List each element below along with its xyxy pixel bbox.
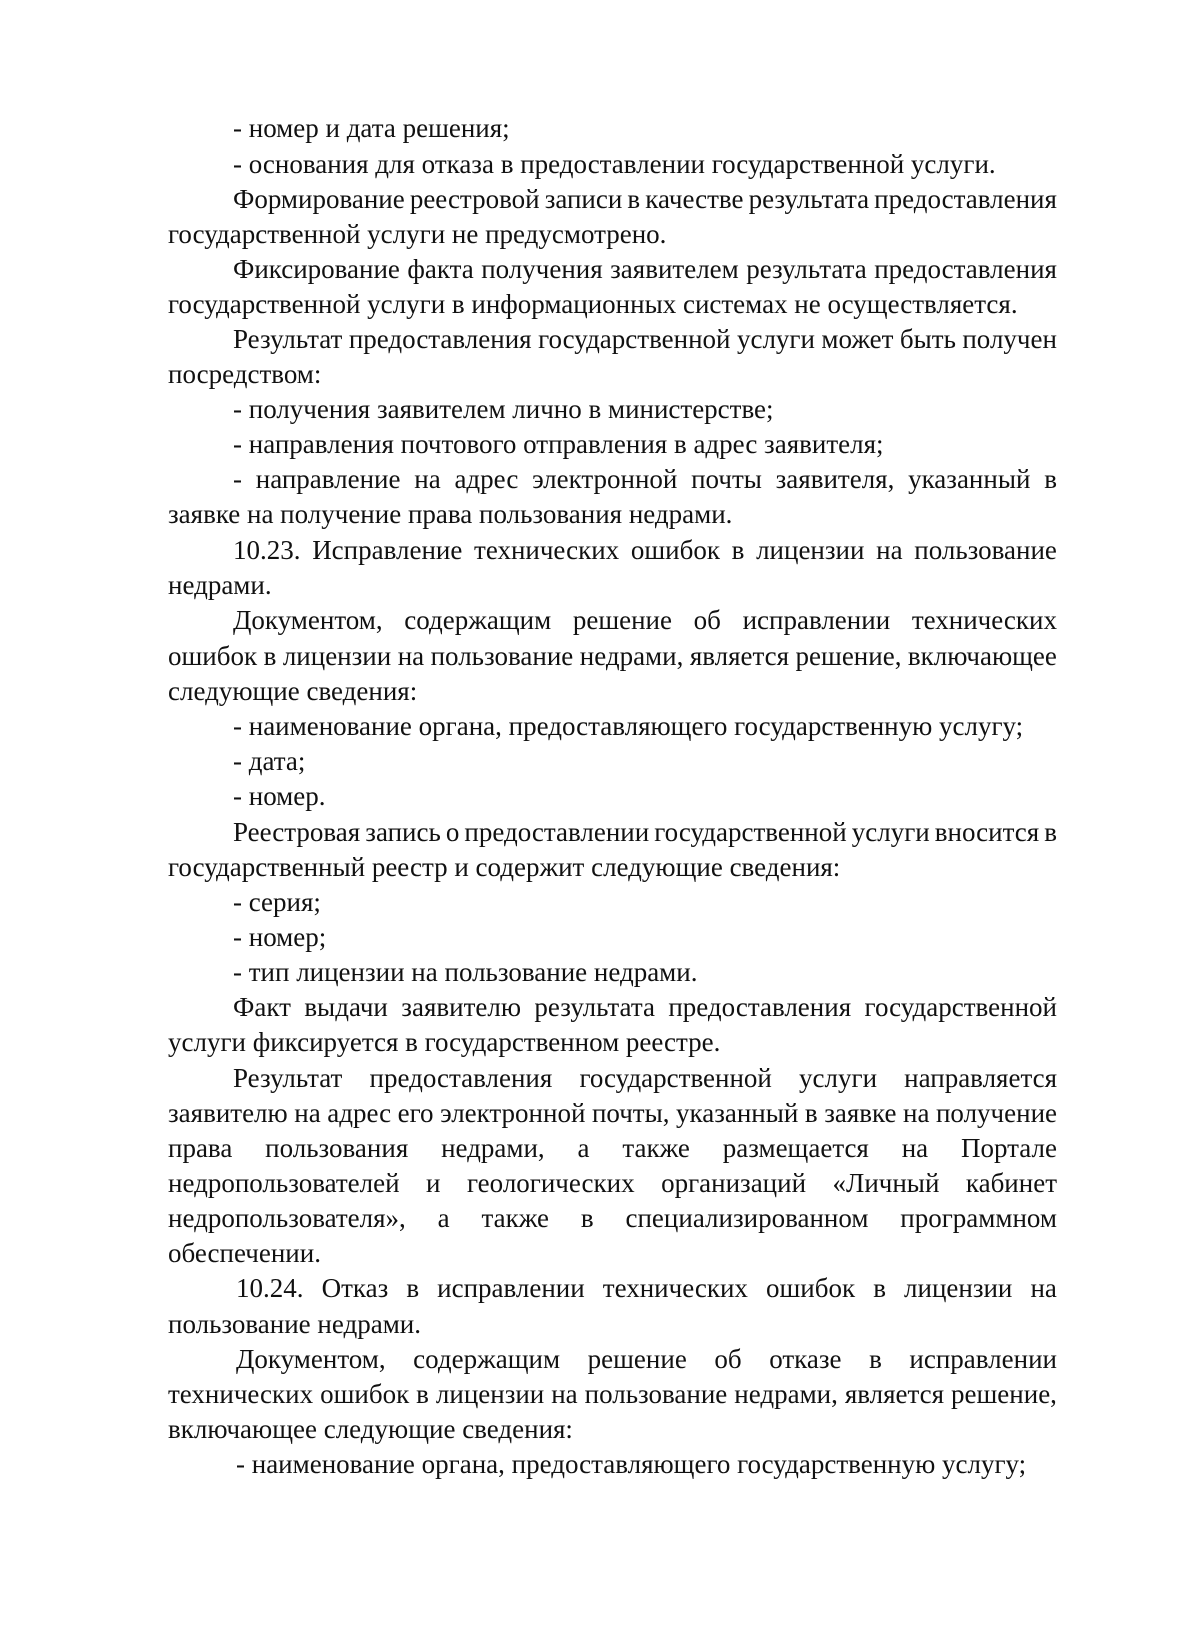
word: о <box>445 817 460 847</box>
word: государственной <box>579 1063 772 1093</box>
word: технических <box>474 535 620 565</box>
word: 10.24. <box>236 1273 304 1303</box>
word: получение <box>935 1098 1057 1128</box>
word: заявке <box>824 1098 897 1128</box>
text-line <box>233 1060 1057 1096</box>
word: решение, <box>951 1379 1057 1409</box>
word: получен <box>962 324 1057 354</box>
word: запись <box>365 817 441 847</box>
word: Реестровая <box>233 817 361 847</box>
word: в <box>1044 464 1057 494</box>
word: и <box>426 1168 441 1198</box>
text-line: государственный реестр и содержит следующие сведения: <box>168 852 841 882</box>
word: почты <box>691 464 762 494</box>
word: размещается <box>722 1133 869 1163</box>
word: может <box>821 324 894 354</box>
word: быть <box>899 324 956 354</box>
word: недрами, <box>441 1133 545 1163</box>
word: исправлении <box>437 1273 585 1303</box>
word: лицензии <box>282 641 392 671</box>
word: ошибок <box>320 1379 410 1409</box>
word: реестровой <box>409 184 540 214</box>
text-line <box>233 814 1057 850</box>
word: адрес <box>327 1098 392 1128</box>
word: решение, <box>795 641 902 671</box>
word: содержащим <box>404 605 552 635</box>
word: исправлении <box>909 1344 1057 1374</box>
word: предоставления <box>369 1063 553 1093</box>
word: качестве <box>645 184 744 214</box>
word: на <box>414 464 441 494</box>
text-line <box>168 1130 1057 1166</box>
word: Формирование <box>233 184 405 214</box>
word: адрес <box>454 464 519 494</box>
word: «Личный <box>832 1168 940 1198</box>
word: Отказ <box>321 1273 389 1303</box>
word: указанный <box>908 464 1031 494</box>
text-line: услуги фиксируется в государственном реестре. <box>168 1027 721 1057</box>
text-line <box>233 461 1057 497</box>
word: пользования <box>265 1133 409 1163</box>
word: пользование <box>430 641 574 671</box>
word: в <box>869 1344 882 1374</box>
word: заявителю <box>168 1098 288 1128</box>
word: выдачи <box>304 992 388 1022</box>
text-line: - наименование органа, предоставляющего государственную услугу; <box>233 711 1024 741</box>
word: Документом, <box>236 1344 386 1374</box>
word: на <box>1030 1273 1057 1303</box>
word: предоставления <box>874 254 1057 284</box>
word: результата <box>534 992 655 1022</box>
text-line: - получения заявителем лично в министерстве; <box>233 394 774 424</box>
text-line: посредством: <box>168 359 322 389</box>
word: электронной <box>440 1098 586 1128</box>
word: в <box>263 641 277 671</box>
word: на <box>294 1098 321 1128</box>
word: заявителем <box>610 254 739 284</box>
text-line: следующие сведения: <box>168 676 418 706</box>
word: на <box>551 1379 578 1409</box>
word: специализированном <box>625 1203 869 1233</box>
word: направляется <box>904 1063 1057 1093</box>
word: на <box>903 1098 930 1128</box>
word: факта <box>407 254 474 284</box>
text-line <box>233 989 1057 1025</box>
word: на <box>397 641 425 671</box>
text-line <box>233 602 1057 638</box>
word: услуги <box>736 324 815 354</box>
text-line: - основания для отказа в предоставлении государственной услуги. <box>233 149 996 179</box>
word: направление <box>255 464 401 494</box>
word: Фиксирование <box>233 254 400 284</box>
text-line <box>233 321 1057 357</box>
word: недропользователя», <box>168 1203 406 1233</box>
text-line: включающее следующие сведения: <box>168 1414 573 1444</box>
word: указанный <box>676 1098 799 1128</box>
text-line: пользование недрами. <box>168 1309 421 1339</box>
word: - <box>233 464 242 494</box>
word: в <box>731 535 745 565</box>
word: электронной <box>532 464 678 494</box>
word: лицензии <box>435 1379 545 1409</box>
word: пользование <box>914 535 1057 565</box>
word: права <box>168 1133 233 1163</box>
word: а <box>577 1133 590 1163</box>
word: результата <box>748 184 870 214</box>
word: исправлении <box>742 605 891 635</box>
word: ошибок <box>766 1273 856 1303</box>
word: предоставления <box>668 992 852 1022</box>
word: а <box>437 1203 450 1233</box>
word: государственной <box>538 324 731 354</box>
word: услуги <box>799 1063 878 1093</box>
word: программном <box>900 1203 1057 1233</box>
word: предоставления <box>348 324 532 354</box>
word: недрами, <box>579 641 684 671</box>
word: организаций <box>661 1168 807 1198</box>
word: технических <box>602 1273 748 1303</box>
word: решение <box>572 605 672 635</box>
word: технических <box>168 1379 314 1409</box>
word: в <box>873 1273 886 1303</box>
word: отказе <box>769 1344 842 1374</box>
word: кабинет <box>965 1168 1057 1198</box>
word: почты, <box>591 1098 670 1128</box>
word: лицензии <box>756 535 865 565</box>
word: в <box>804 1098 818 1128</box>
word: технических <box>911 605 1057 635</box>
word: в <box>627 184 641 214</box>
text-line: государственной услуги в информационных системах не осуществляется. <box>168 289 1018 319</box>
word: услуги <box>851 817 930 847</box>
word: заявителю <box>401 992 521 1022</box>
word: содержащим <box>413 1344 561 1374</box>
text-line <box>168 638 1057 674</box>
word: ошибок <box>168 641 258 671</box>
word: Результат <box>233 1063 343 1093</box>
word: его <box>397 1098 434 1128</box>
text-line: - номер; <box>233 922 327 952</box>
text-line: недрами. <box>168 570 272 600</box>
word: недрами, <box>734 1379 838 1409</box>
word: государственной <box>654 817 847 847</box>
word: также <box>622 1133 690 1163</box>
word: предоставления <box>874 184 1057 214</box>
word: на <box>901 1133 929 1163</box>
text-line <box>168 1200 1057 1236</box>
text-line <box>236 1341 1057 1377</box>
word: в <box>416 1379 429 1409</box>
text-line: государственной услуги не предусмотрено. <box>168 219 667 249</box>
word: об <box>693 605 721 635</box>
text-line: - наименование органа, предоставляющего государственную услугу; <box>236 1449 1027 1479</box>
word: недропользователей <box>168 1168 400 1198</box>
word: записи <box>544 184 623 214</box>
text-line: - номер. <box>233 781 326 811</box>
word: государственной <box>864 992 1057 1022</box>
word: Портале <box>960 1133 1057 1163</box>
word: включающее <box>907 641 1057 671</box>
text-line: заявке на получение права пользования недрами. <box>168 499 733 529</box>
word: также <box>481 1203 550 1233</box>
text-line <box>233 532 1057 568</box>
text-line: - тип лицензии на пользование недрами. <box>233 957 698 987</box>
text-line: обеспечении. <box>168 1238 321 1268</box>
word: в <box>580 1203 594 1233</box>
word: об <box>714 1344 742 1374</box>
word: геологических <box>466 1168 635 1198</box>
word: результата <box>746 254 867 284</box>
word: является <box>689 641 790 671</box>
word: заявителя, <box>775 464 895 494</box>
word: Исправление <box>312 535 463 565</box>
word: Результат <box>233 324 343 354</box>
word: является <box>844 1379 945 1409</box>
text-line: - дата; <box>233 746 306 776</box>
word: в <box>1044 817 1057 847</box>
word: 10.23. <box>233 535 301 565</box>
word: вносится <box>934 817 1040 847</box>
word: ошибок <box>630 535 720 565</box>
word: лицензии <box>904 1273 1013 1303</box>
word: Факт <box>233 992 291 1022</box>
word: решение <box>587 1344 687 1374</box>
text-line: - номер и дата решения; <box>233 113 510 143</box>
word: в <box>406 1273 420 1303</box>
text-line <box>233 181 1057 217</box>
text-line <box>168 1095 1057 1131</box>
word: на <box>876 535 903 565</box>
word: Документом, <box>233 605 383 635</box>
text-line <box>236 1270 1057 1306</box>
text-line: - направления почтового отправления в адрес заявителя; <box>233 429 884 459</box>
text-line <box>233 251 1057 287</box>
text-line: - серия; <box>233 887 321 917</box>
text-line <box>168 1376 1057 1412</box>
text-line <box>168 1165 1057 1201</box>
word: получения <box>481 254 603 284</box>
word: пользование <box>584 1379 728 1409</box>
word: предоставлении <box>464 817 650 847</box>
